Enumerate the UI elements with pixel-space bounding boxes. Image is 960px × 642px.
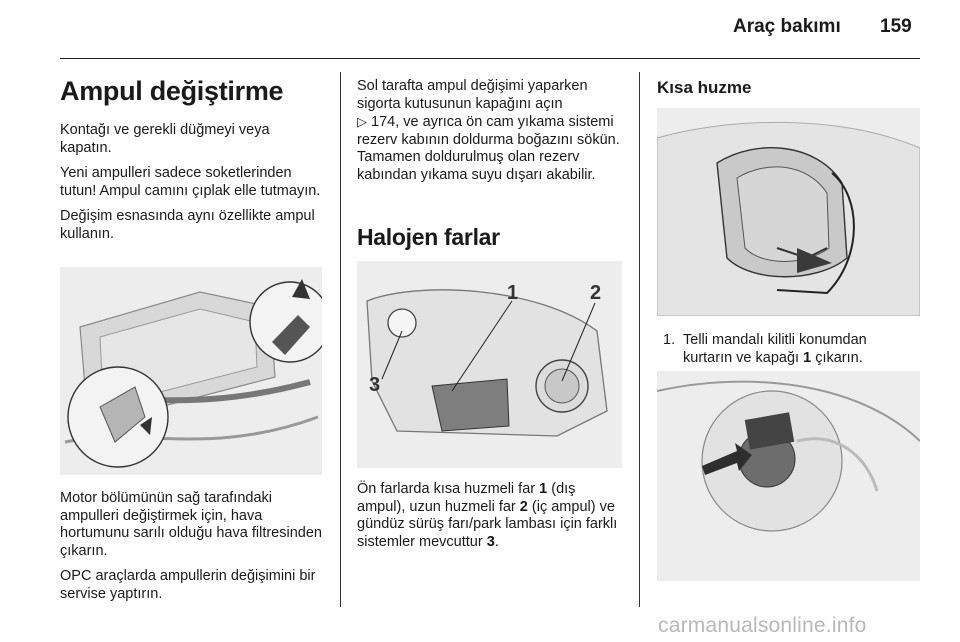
header-rule (60, 58, 920, 59)
page-number: 159 (880, 16, 912, 37)
caption-text-b: (dış ampul), uzun huzmeli far (357, 481, 576, 515)
paragraph-ignition: Kontağı ve gerekli düğmeyi veya kapatın. (60, 122, 270, 156)
instruction-step-1 (663, 332, 918, 367)
step-text-b: çıkarın. (811, 349, 863, 366)
caption-num-1: 1 (539, 481, 548, 497)
section-heading-low-beam: Kısa huzme (657, 78, 752, 97)
paragraph-same-spec: Değişim esnasında aynı özellikte ampul kullanın. (60, 208, 315, 242)
caption-num-3: 3 (486, 533, 495, 550)
column-divider-1 (340, 72, 341, 607)
running-header-title: Araç bakımı (733, 16, 841, 37)
arrow-reference-icon: ▷ (357, 114, 367, 129)
step-num: 1 (803, 349, 812, 366)
paragraph-opc: OPC araçlarda ampullerin değişimini bir servise yaptırın. (60, 568, 316, 602)
headlamp-label-3: 3 (369, 374, 381, 396)
caption-text-a: Ön farlarda kısa huzmeli far (357, 481, 540, 497)
engine-bay-illustration (60, 267, 322, 475)
paragraph-fuse-box-cont: 174, ve ayrıca ön cam yıkama sistemi rezerv kabının doldurma boğazını sökün. Tamamen doldurulmuş olan rezerv kabından yıkama suyu dışarı akabilir. (357, 114, 620, 183)
watermark: carmanualsonline.info (658, 614, 867, 637)
paragraph-fuse-box: Sol tarafta ampul değişimi yaparken sigorta kutusunun kapağını açın (357, 78, 588, 112)
column-1-notes (60, 490, 325, 611)
low-beam-cover-illustration (657, 108, 920, 316)
paragraph-air-hose: Motor bölümünün sağ tarafındaki ampulleri değiştirmek için, hava hortumunu sarılı olduğu hava filtresinden çıkarın. (60, 490, 322, 559)
headlamp-caption (357, 481, 627, 559)
column-divider-2 (639, 72, 640, 607)
section-heading-halogen: Halojen farlar (357, 224, 500, 250)
headlamp-label-2: 2 (590, 282, 602, 304)
column-1-intro (60, 122, 325, 251)
bulb-holder-illustration (657, 371, 920, 581)
caption-num-2: 2 (519, 498, 528, 515)
step-text-a: Telli mandalı kilitli konumdan kurtarın ve kapağı (683, 332, 867, 366)
headlamp-illustration (357, 261, 622, 468)
section-heading-ampul: Ampul değiştirme (60, 76, 284, 106)
paragraph-bulb-handling: Yeni ampulleri sadece soketlerinden tutun! Ampul camını çıplak elle tutmayın. (60, 165, 321, 199)
headlamp-label-1: 1 (507, 282, 519, 304)
caption-text-d: . (494, 533, 499, 550)
column-2-intro (357, 78, 627, 192)
step-number: 1. (663, 332, 676, 348)
caption-text-c: (iç ampul) ve gündüz sürüş farı/park lambası için farklı sistemler mevcuttur (357, 498, 618, 550)
